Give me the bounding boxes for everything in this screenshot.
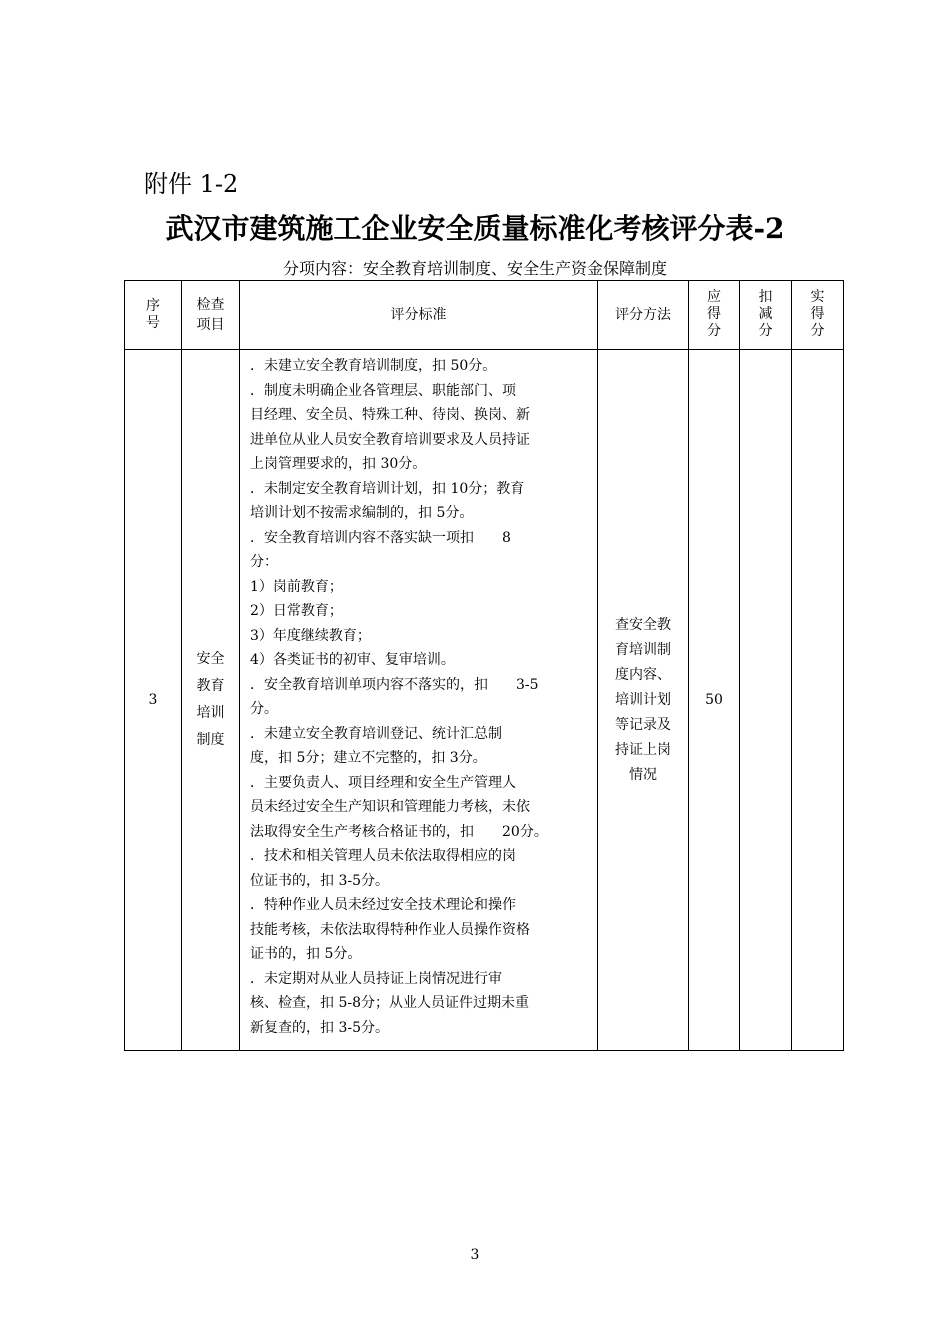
scoring-table [124,280,844,1051]
table-header-row [125,281,844,350]
page-subtitle: 分项内容：安全教育培训制度、安全生产资金保障制度 [282,259,667,278]
table-row [125,350,844,1051]
header-item: 检查项目 [182,281,240,350]
cell-seq: 3 [125,350,182,1051]
cell-method: 查安全教 育培训制 度内容、 培训计划 等记录及 持证上岗 情况 [598,350,689,1051]
cell-deduct [740,350,792,1051]
attachment-label: 附件 1-2 [144,170,239,198]
cell-actual [792,350,844,1051]
header-actual: 实得分 [792,281,844,350]
header-criteria: 评分标准 [240,281,598,350]
page-title: 武汉市建筑施工企业安全质量标准化考核评分表-2 [165,212,785,245]
cell-item: 安全 教育 培训 制度 [182,350,240,1051]
header-should-score: 应得分 [689,281,740,350]
cell-should-score: 50 [689,350,740,1051]
header-deduct: 扣减分 [740,281,792,350]
page-number: 3 [470,1247,480,1263]
cell-criteria: ．未建立安全教育培训制度，扣 50分。 ．制度未明确企业各管理层、职能部门、项 目经理、安全员、特殊工种、待岗、换岗、新 进单位从业人员安全教育培训要求及人员持证 上岗管理要求的，扣 30分。 ．未制定安全教育培训计划，扣 10分；教育 培训计划不按需求编制的，扣 5分。 ．安全教育培训内容不落实缺一项扣 8 分： 1）岗前教育； 2）日常教育； 3）年度继续教育； 4）各类证书的初审、复审培训。 ．安全教育培训单项内容不落实的，扣 3-5 分。 ．未建立安全教育培训登记、统计汇总制 度，扣 5分；建立不完整的，扣 3分。 ．主要负责人、项目经理和安全生产管理人 员未经过安全生产知识和管理能力考核，未依 法取得安全生产考核合格证书的，扣 20分。 ．技术和相关管理人员未依法取得相应的岗 位证书的，扣 3-5分。 ．特种作业人员未经过安全技术理论和操作 技能考核，未依法取得特种作业人员操作资格 证书的，扣 5分。 ．未定期对从业人员持证上岗情况进行审 核、检查，扣 5-8分；从业人员证件过期未重 新复查的，扣 3-5分。 [240,350,598,1051]
header-seq: 序号 [125,281,182,350]
header-method: 评分方法 [598,281,689,350]
